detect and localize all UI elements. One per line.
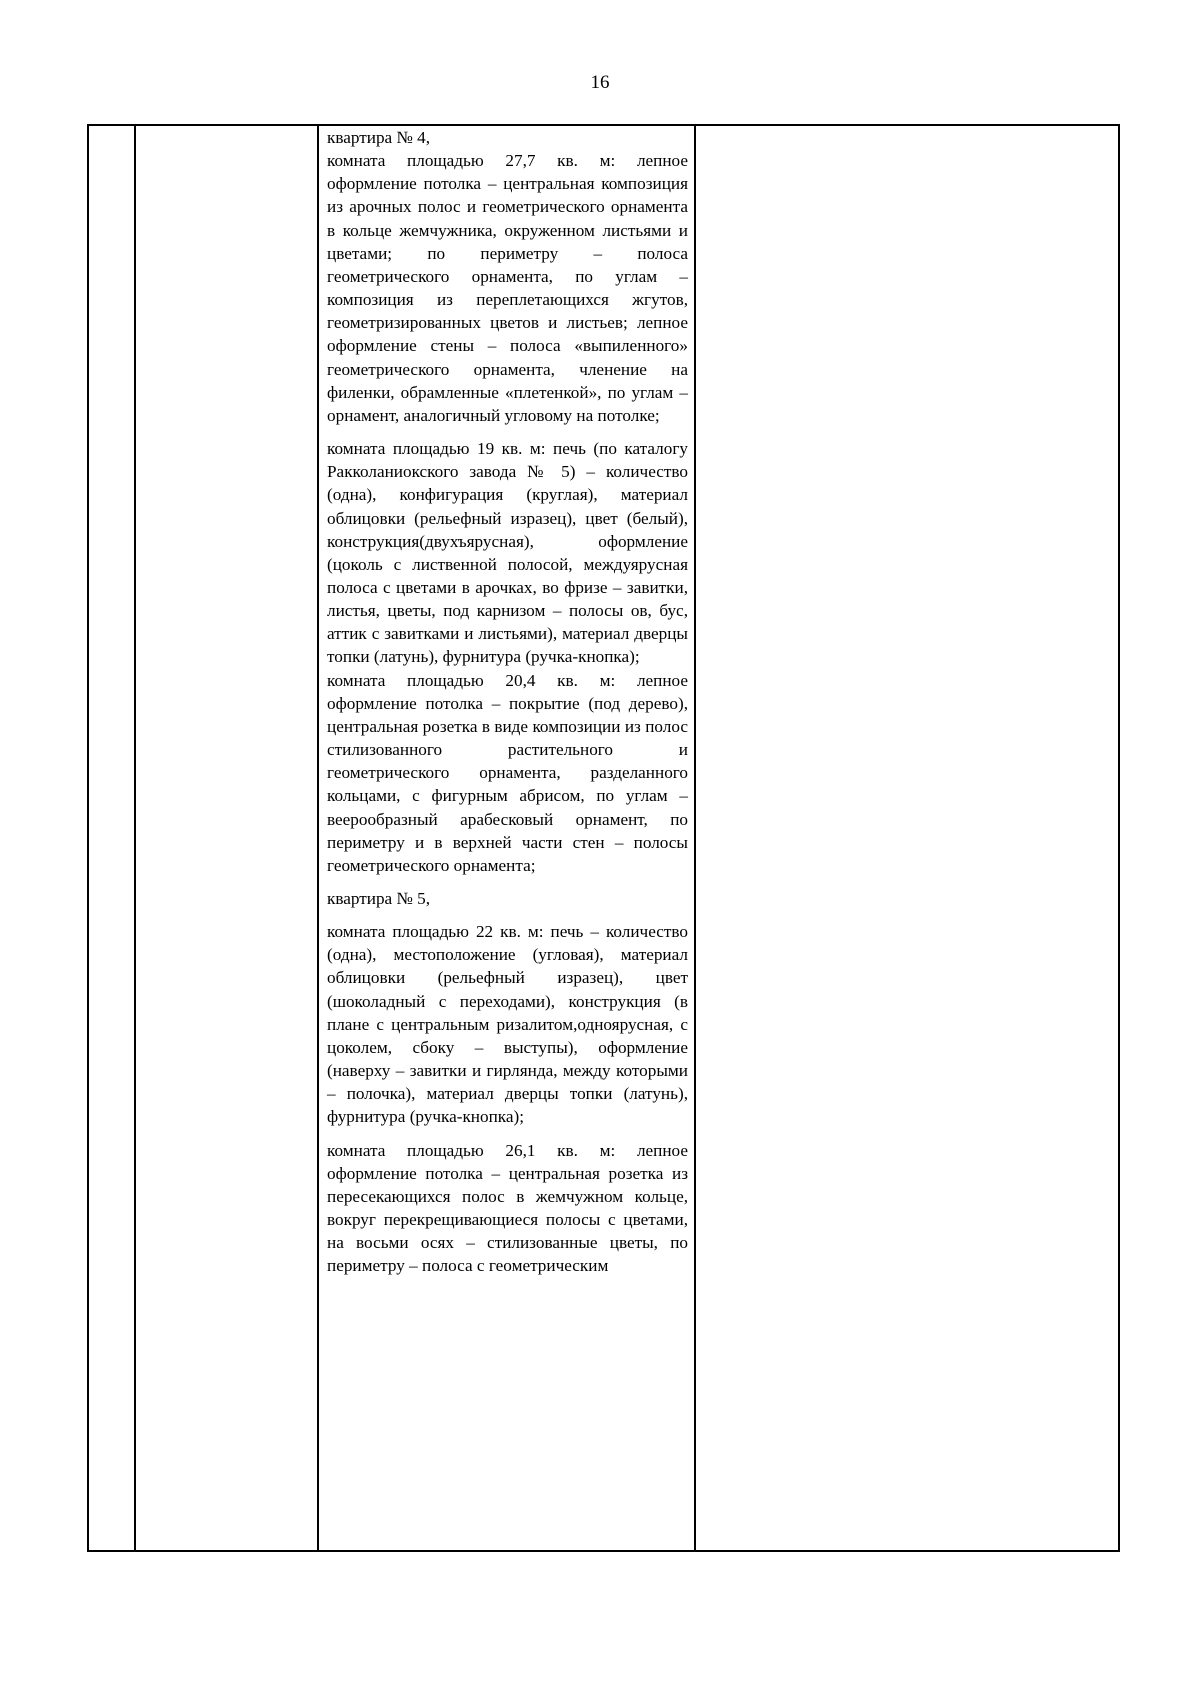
paragraph-room-22: комната площадью 22 кв. м: печь – количество (одна), местоположение (угловая), материал облицовки (рельефный изразец), цвет (шоколадный с переходами), конструкция (в плане с центральным ризалитом,одноярусная, с цоколем, сбоку – выступы), оформление (наверху – завитки и гирлянда, между которыми – полочка), материал дверцы топки (латунь), фурнитура (ручка-кнопка); (327, 922, 688, 1127)
page-number: 16 (590, 72, 610, 93)
paragraph-apartment-4-heading: квартира № 4, (327, 128, 431, 147)
column-divider-3 (694, 126, 696, 1550)
description-cell (327, 126, 688, 1278)
paragraph-room-19: комната площадью 19 кв. м: печь (по каталогу Ракколаниокского завода № 5) – количество (одна), конфигурация (круглая), материал облицовки (рельефный изразец), цвет (белый), конструкция(двухъярусная), оформление (цоколь с лиственной полосой, междуярусная полоса с цветами в арочках, во фризе – завитки, листья, цветы, под карнизом – полосы ов, бус, аттик с завитками и листьями), материал дверцы топки (латунь), фурнитура (ручка-кнопка); (327, 439, 688, 667)
paragraph-room-26-1: комната площадью 26,1 кв. м: лепное оформление потолка – центральная розетка из пересекающихся полос в жемчужном кольце, вокруг перекрещивающиеся полосы с цветами, на восьми осях – стилизованные цветы, по периметру – полоса с геометрическим (327, 1140, 688, 1276)
heritage-table (87, 124, 1120, 1552)
column-divider-2 (317, 126, 319, 1550)
column-divider-1 (134, 126, 136, 1550)
paragraph-room-27-7: комната площадью 27,7 кв. м: лепное оформление потолка – центральная композиция из арочных полос и геометрического орнамента в кольце жемчужника, окруженном листьями и цветами; по периметру – полоса геометрического орнамента, по углам – композиция из переплетающихся жгутов, геометризированных цветов и листьев; лепное оформление стены – полоса «выпиленного» геометрического орнамента, членение на филенки, обрамленные «плетенкой», по углам – орнамент, аналогичный угловому на потолке; (327, 151, 688, 425)
paragraph-apartment-5-heading: квартира № 5, (327, 889, 431, 908)
paragraph-room-20-4: комната площадью 20,4 кв. м: лепное оформление потолка – покрытие (под дерево), центральная розетка в виде композиции из полос стилизованного растительного и геометрического орнамента, разделанного кольцами, с фигурным абрисом, по углам – веерообразный арабесковый орнамент, по периметру и в верхней части стен – полосы геометрического орнамента; (327, 670, 688, 875)
